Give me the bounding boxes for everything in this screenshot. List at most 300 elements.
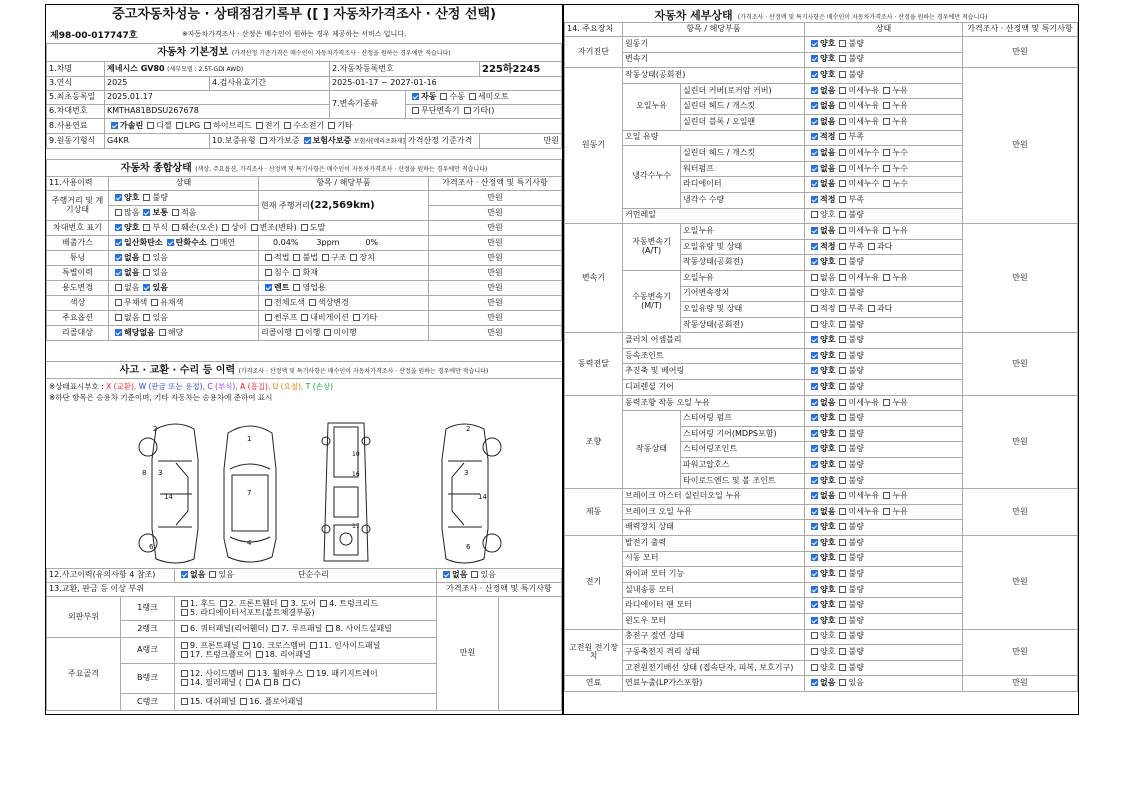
detail-state-checkbox[interactable]: [811, 648, 818, 655]
col-price: 가격조사 · 산정액 및 특기사항: [429, 177, 562, 191]
part-18-checkbox[interactable]: [256, 651, 263, 658]
part-17-checkbox[interactable]: [181, 651, 188, 658]
detail-state-label: 누유: [892, 491, 908, 501]
special-sub: 침수 화재: [259, 266, 429, 281]
detail-group-label: 전기: [565, 536, 623, 630]
mileage-normal-checkbox[interactable]: [143, 209, 150, 216]
detail-state-checkbox[interactable]: [883, 227, 890, 234]
detail-state-checkbox[interactable]: [839, 601, 846, 608]
detail-state-label: 적정: [820, 194, 836, 204]
detail-state-checkbox[interactable]: [811, 383, 818, 390]
option-label: 주요옵션: [47, 311, 109, 326]
detail-state-checkbox[interactable]: [811, 601, 818, 608]
detail-state-checkbox[interactable]: [839, 102, 846, 109]
rankA-label: A랭크: [121, 638, 175, 664]
part-3-checkbox[interactable]: [281, 600, 288, 607]
fuel-gasoline-checkbox[interactable]: [111, 122, 118, 129]
detail-state-checkbox[interactable]: [811, 55, 818, 62]
detail-state-options: [805, 52, 963, 68]
warranty-ins-checkbox[interactable]: [304, 137, 311, 144]
detail-state-checkbox[interactable]: [839, 430, 846, 437]
option-sunroof-checkbox[interactable]: [265, 314, 272, 321]
detail-state-checkbox[interactable]: [839, 539, 846, 546]
detail-state-checkbox[interactable]: [883, 149, 890, 156]
part-4-checkbox[interactable]: [320, 600, 327, 607]
detail-state-checkbox[interactable]: [883, 508, 890, 515]
detail-state-checkbox[interactable]: [839, 55, 846, 62]
main-label: 주요골격: [47, 638, 121, 711]
detail-state-label: 불량: [848, 366, 864, 376]
detail-state-options: [805, 551, 963, 567]
detail-state-checkbox[interactable]: [811, 492, 818, 499]
detail-state-label: 양호: [820, 210, 836, 220]
detail-state-checkbox[interactable]: [839, 165, 846, 172]
fuel-diesel-checkbox[interactable]: [147, 122, 154, 129]
detail-item-label: 연료누출(LP가스포함): [623, 676, 805, 692]
year-value: 2025: [105, 77, 210, 91]
detail-state-checkbox[interactable]: [811, 243, 818, 250]
color-full-paint-checkbox[interactable]: [265, 299, 272, 306]
vin-alter-checkbox[interactable]: [251, 224, 258, 231]
detail-state-label: 양호: [820, 537, 836, 547]
detail-state-options: [805, 426, 963, 442]
mileage-bad-checkbox[interactable]: [143, 194, 150, 201]
detail-state-label: 불량: [848, 210, 864, 220]
detail-state-label: 불량: [848, 335, 864, 345]
detail-state-checkbox[interactable]: [811, 399, 818, 406]
detail-state-checkbox[interactable]: [811, 539, 818, 546]
detail-item-label: 실내송풍 모터: [623, 582, 805, 598]
tuning-device-checkbox[interactable]: [350, 254, 357, 261]
detail-state-checkbox[interactable]: [839, 632, 846, 639]
parts-price-header: 가격조사 · 산정액 및 특기사항: [437, 583, 562, 597]
detail-state-checkbox[interactable]: [839, 40, 846, 47]
part-label-14r: 14: [478, 493, 487, 501]
part-label-6r: 6: [466, 543, 471, 551]
color-achro-checkbox[interactable]: [115, 299, 122, 306]
detail-state-checkbox[interactable]: [839, 258, 846, 265]
detail-state-checkbox[interactable]: [839, 289, 846, 296]
detail-state-checkbox[interactable]: [811, 165, 818, 172]
fuel-lpg-checkbox[interactable]: [176, 122, 183, 129]
detail-state-checkbox[interactable]: [839, 352, 846, 359]
warranty-self-checkbox[interactable]: [260, 137, 267, 144]
detail-state-checkbox[interactable]: [811, 632, 818, 639]
detail-state-label: 불량: [848, 475, 864, 485]
detail-state-checkbox[interactable]: [839, 523, 846, 530]
detail-state-options: [805, 83, 963, 99]
recall-sub: 리콜이행 이행 미이행: [259, 326, 429, 341]
detail-state-label: 양호: [820, 662, 836, 672]
detail-state-checkbox[interactable]: [811, 477, 818, 484]
detail-row: [565, 395, 1078, 411]
tuning-illegal-checkbox[interactable]: [293, 254, 300, 261]
part-9-checkbox[interactable]: [181, 642, 188, 649]
detail-state-checkbox[interactable]: [811, 336, 818, 343]
detail-state-label: 양호: [820, 54, 836, 64]
fuel-ev-checkbox[interactable]: [256, 122, 263, 129]
doc-title: 중고자동차성능 · 상태점검기록부 ([ ] 자동차가격조사 · 산정 선택): [112, 7, 496, 22]
detail-state-label: 양호: [820, 366, 836, 376]
detail-state-label: 미세누유: [848, 101, 880, 111]
color-chroma-checkbox[interactable]: [151, 299, 158, 306]
mileage-many-checkbox[interactable]: [115, 209, 122, 216]
detail-state-checkbox[interactable]: [811, 180, 818, 187]
detail-state-label: 불량: [848, 54, 864, 64]
detail-state-checkbox[interactable]: [811, 87, 818, 94]
detail-row: [565, 333, 1078, 349]
special-fire-checkbox[interactable]: [293, 269, 300, 276]
detail-state-checkbox[interactable]: [839, 586, 846, 593]
vin-damage-checkbox[interactable]: [172, 224, 179, 231]
car-diagram: [46, 411, 562, 567]
part-13-checkbox[interactable]: [248, 670, 255, 677]
detail-state-checkbox[interactable]: [839, 414, 846, 421]
part-12-checkbox[interactable]: [181, 670, 188, 677]
pillar-c-checkbox[interactable]: [283, 679, 290, 686]
part-5-checkbox[interactable]: [181, 609, 188, 616]
part-2-checkbox[interactable]: [220, 600, 227, 607]
detail-group-label: 조향: [565, 395, 623, 489]
detail-state-label: 양호: [820, 257, 836, 267]
doc-sub-row: [46, 25, 562, 41]
detail-state-checkbox[interactable]: [839, 477, 846, 484]
detail-state-checkbox[interactable]: [883, 102, 890, 109]
detail-state-checkbox[interactable]: [811, 617, 818, 624]
detail-state-checkbox[interactable]: [839, 399, 846, 406]
detail-state-label: 적정: [820, 303, 836, 313]
accident-header: 사고 · 교환 · 수리 등 이력 (가격조사 · 산정액 및 특기사항은 매수인이 자동차가격조사 · 산정을 원하는 경우에만 적습니다): [46, 361, 562, 379]
detail-state-checkbox[interactable]: [883, 180, 890, 187]
part-1-checkbox[interactable]: [181, 600, 188, 607]
tuning-opts: 없음 있음: [109, 251, 259, 266]
recall-done-checkbox[interactable]: [296, 329, 303, 336]
detail-state-checkbox[interactable]: [811, 211, 818, 218]
detail-state-checkbox[interactable]: [839, 71, 846, 78]
purpose-rent-checkbox[interactable]: [265, 284, 272, 291]
trans-semi-checkbox[interactable]: [469, 93, 476, 100]
detail-price-cell: 만원: [963, 489, 1078, 536]
history-label: 12.사고이력(유의사항 4 참조): [47, 569, 175, 583]
detail-state-checkbox[interactable]: [839, 305, 846, 312]
detail-group-label: 동력전달: [565, 333, 623, 395]
detail-state-checkbox[interactable]: [839, 508, 846, 515]
detail-state-options: [805, 676, 963, 692]
detail-state-checkbox[interactable]: [811, 118, 818, 125]
recall-none-checkbox[interactable]: [115, 329, 122, 336]
simple-yes-checkbox[interactable]: [471, 571, 478, 578]
detail-state-checkbox[interactable]: [839, 133, 846, 140]
detail-state-checkbox[interactable]: [839, 180, 846, 187]
fuel-h2-checkbox[interactable]: [284, 122, 291, 129]
detail-state-checkbox[interactable]: [868, 243, 875, 250]
part-label-1: 1: [247, 435, 252, 443]
detail-state-label: 누수: [892, 179, 908, 189]
tuning-legal-checkbox[interactable]: [265, 254, 272, 261]
detail-group-label: 자기진단: [565, 37, 623, 68]
fuel-hybrid-checkbox[interactable]: [204, 122, 211, 129]
detail-state-checkbox[interactable]: [811, 40, 818, 47]
option-price: 만원: [429, 311, 562, 326]
detail-item-label: 구동축전지 격리 상태: [623, 645, 805, 661]
detail-state-checkbox[interactable]: [839, 383, 846, 390]
detail-state-checkbox[interactable]: [811, 445, 818, 452]
detail-state-label: 불량: [848, 647, 864, 657]
part-7-checkbox[interactable]: [272, 625, 279, 632]
detail-item-label: 커먼레일: [623, 208, 805, 224]
detail-state-checkbox[interactable]: [811, 430, 818, 437]
purpose-sub: 렌트 영업용: [259, 281, 429, 296]
detail-state-checkbox[interactable]: [811, 133, 818, 140]
part-6-checkbox[interactable]: [181, 625, 188, 632]
trans-manual-checkbox[interactable]: [440, 93, 447, 100]
trans-cvt-checkbox[interactable]: [412, 107, 419, 114]
detail-state-checkbox[interactable]: [839, 118, 846, 125]
detail-state-checkbox[interactable]: [839, 617, 846, 624]
detail-col-item: 항목 / 해당부품: [623, 23, 805, 37]
mileage-price-2: 만원: [429, 206, 562, 221]
detail-state-checkbox[interactable]: [839, 367, 846, 374]
detail-state-checkbox[interactable]: [811, 586, 818, 593]
vin-good-checkbox[interactable]: [115, 224, 122, 231]
detail-item-label: 윈도우 모터: [623, 613, 805, 629]
detail-item-label: 오일유량 및 상태: [681, 239, 805, 255]
special-flood-checkbox[interactable]: [265, 269, 272, 276]
pillar-a-checkbox[interactable]: [246, 679, 253, 686]
mileage-r2: 많음 보통 적음: [109, 206, 259, 221]
detail-row: [565, 68, 1078, 84]
detail-item-label: 실린더 블록 / 오일팬: [681, 114, 805, 130]
detail-state-checkbox[interactable]: [839, 664, 846, 671]
detail-state-checkbox[interactable]: [839, 227, 846, 234]
detail-col-state: 상태: [805, 23, 963, 37]
option-navi-checkbox[interactable]: [301, 314, 308, 321]
warranty-cell: 10.보증유형 자가보증 보험사보증 보험사[메리츠화재]: [210, 134, 406, 149]
detail-state-checkbox[interactable]: [811, 289, 818, 296]
detail-state-checkbox[interactable]: [839, 445, 846, 452]
detail-state-label: 없음: [820, 163, 836, 173]
option-yes-checkbox[interactable]: [143, 314, 150, 321]
detail-state-label: 불량: [848, 288, 864, 298]
detail-state-checkbox[interactable]: [811, 149, 818, 156]
detail-state-options: [805, 270, 963, 286]
detail-state-label: 양호: [820, 428, 836, 438]
detail-item-label: 타이로드엔드 및 볼 조인트: [681, 473, 805, 489]
detail-state-checkbox[interactable]: [839, 321, 846, 328]
purpose-none-checkbox[interactable]: [115, 284, 122, 291]
detail-state-label: 불량: [848, 459, 864, 469]
part-14-checkbox[interactable]: [181, 679, 188, 686]
option-none-checkbox[interactable]: [115, 314, 122, 321]
rank1-items: 1. 후드 2. 프론트휀더 3. 도어 4. 트렁크리드 5. 라디에이터서포트(볼트체결부품): [175, 597, 437, 621]
detail-state-options: [805, 208, 963, 224]
detail-item-label: 배력장치 상태: [623, 520, 805, 536]
purpose-yes-checkbox[interactable]: [143, 284, 150, 291]
summary-header: 자동차 종합상태 (색상, 주요옵션, 가격조사 · 산정액 및 특기사항은 매수인이 자동차가격조사 · 산정을 원하는 경우에만 적습니다): [47, 160, 562, 177]
detail-state-checkbox[interactable]: [883, 274, 890, 281]
detail-state-label: 누수: [892, 148, 908, 158]
detail-state-checkbox[interactable]: [883, 492, 890, 499]
detail-state-checkbox[interactable]: [811, 102, 818, 109]
history-none-checkbox[interactable]: [181, 571, 188, 578]
detail-state-options: [805, 348, 963, 364]
purpose-biz-checkbox[interactable]: [293, 284, 300, 291]
name-value: 제네시스 GV80 (세부모델 : 2.5T-GDI AWD): [105, 62, 330, 77]
detail-state-label: 없음: [820, 226, 836, 236]
detail-item-label: 냉각수 수량: [681, 192, 805, 208]
detail-item-label: 오일누유: [681, 270, 805, 286]
fuel-label: 8.사용연료: [47, 119, 105, 134]
detail-state-checkbox[interactable]: [811, 664, 818, 671]
first-reg-value: 2025.01.17: [105, 91, 330, 105]
vin-paint-checkbox[interactable]: [301, 224, 308, 231]
detail-state-label: 부족: [848, 241, 864, 251]
emission-hc-checkbox[interactable]: [167, 239, 174, 246]
detail-state-checkbox[interactable]: [839, 554, 846, 561]
detail-state-options: [805, 504, 963, 520]
detail-state-checkbox[interactable]: [839, 492, 846, 499]
detail-state-label: 불량: [848, 38, 864, 48]
detail-state-label: 미세누수: [848, 163, 880, 173]
part-8-checkbox[interactable]: [326, 625, 333, 632]
detail-state-label: 미세누수: [848, 148, 880, 158]
detail-state-label: 양호: [820, 350, 836, 360]
detail-item-label: 충전구 절연 상태: [623, 629, 805, 645]
detail-state-label: 없음: [820, 179, 836, 189]
detail-state-checkbox[interactable]: [868, 305, 875, 312]
left-page: [45, 4, 563, 715]
option-etc-checkbox[interactable]: [353, 314, 360, 321]
detail-state-checkbox[interactable]: [811, 461, 818, 468]
detail-state-checkbox[interactable]: [839, 461, 846, 468]
vin-value: KMTHA81BDSU267678: [105, 105, 330, 119]
accident-table-section: [46, 568, 562, 715]
detail-state-checkbox[interactable]: [811, 321, 818, 328]
detail-state-checkbox[interactable]: [811, 274, 818, 281]
detail-state-checkbox[interactable]: [883, 87, 890, 94]
detail-state-options: [805, 114, 963, 130]
detail-state-checkbox[interactable]: [883, 399, 890, 406]
rankA-items: 9. 프론트패널 10. 크로스멤버 11. 인사이드패널 17. 트렁크플로어 18. 리어패널: [175, 638, 437, 664]
detail-state-options: [805, 458, 963, 474]
detail-state-checkbox[interactable]: [811, 570, 818, 577]
simple-none-checkbox[interactable]: [443, 571, 450, 578]
emission-co-checkbox[interactable]: [115, 239, 122, 246]
mileage-value-cell: 현재 주행거리(22,569km): [259, 191, 429, 221]
detail-state-checkbox[interactable]: [811, 227, 818, 234]
detail-state-checkbox[interactable]: [811, 508, 818, 515]
detail-item-label: 기어변속장치: [681, 286, 805, 302]
rank2-label: 2랭크: [121, 621, 175, 638]
mileage-good-checkbox[interactable]: [115, 194, 122, 201]
detail-state-checkbox[interactable]: [811, 258, 818, 265]
detail-state-options: [805, 395, 963, 411]
emission-vals: 0.04% 3ppm 0%: [259, 236, 429, 251]
detail-state-label: 미세누유: [848, 226, 880, 236]
history-yes-checkbox[interactable]: [209, 571, 216, 578]
pillar-b-checkbox[interactable]: [264, 679, 271, 686]
doc-number: 제98-00-017747호: [50, 31, 138, 41]
detail-state-label: 불량: [848, 350, 864, 360]
detail-state-checkbox[interactable]: [839, 648, 846, 655]
detail-state-checkbox[interactable]: [839, 336, 846, 343]
right-page: [563, 4, 1079, 715]
detail-state-label: 불량: [848, 444, 864, 454]
part-16-checkbox[interactable]: [240, 698, 247, 705]
vin-rust-checkbox[interactable]: [143, 224, 150, 231]
detail-state-label: 없음: [820, 397, 836, 407]
detail-subgroup-label: 오일누유: [623, 83, 681, 130]
detail-state-checkbox[interactable]: [839, 274, 846, 281]
detail-state-checkbox[interactable]: [811, 554, 818, 561]
detail-state-checkbox[interactable]: [811, 367, 818, 374]
detail-item-label: 발전기 출력: [623, 536, 805, 552]
detail-state-checkbox[interactable]: [839, 87, 846, 94]
detail-state-checkbox[interactable]: [839, 243, 846, 250]
mileage-few-checkbox[interactable]: [172, 209, 179, 216]
part-10-checkbox[interactable]: [243, 642, 250, 649]
part-15-checkbox[interactable]: [181, 698, 188, 705]
detail-price-cell: 만원: [963, 629, 1078, 676]
detail-state-checkbox[interactable]: [811, 414, 818, 421]
detail-group-label: 원동기: [565, 68, 623, 224]
detail-state-label: 양호: [820, 38, 836, 48]
detail-state-checkbox[interactable]: [811, 352, 818, 359]
detail-state-label: 양호: [820, 335, 836, 345]
detail-state-label: 없음: [820, 148, 836, 158]
detail-state-checkbox[interactable]: [811, 71, 818, 78]
detail-item-label: 오일 유량: [623, 130, 805, 146]
tuning-yes-checkbox[interactable]: [143, 254, 150, 261]
recall-notdone-checkbox[interactable]: [324, 329, 331, 336]
part-19-checkbox[interactable]: [307, 670, 314, 677]
name-label: 1.차명: [47, 62, 105, 77]
detail-state-checkbox[interactable]: [811, 679, 818, 686]
tuning-none-checkbox[interactable]: [115, 254, 122, 261]
detail-state-options: [805, 333, 963, 349]
trans-auto-checkbox[interactable]: [412, 93, 419, 100]
detail-state-label: 부족: [848, 303, 864, 313]
detail-state-checkbox[interactable]: [811, 305, 818, 312]
detail-state-label: 양호: [820, 319, 836, 329]
part-label-7: 7: [247, 489, 252, 497]
special-yes-checkbox[interactable]: [143, 269, 150, 276]
special-none-checkbox[interactable]: [115, 269, 122, 276]
trans-etc-checkbox[interactable]: [464, 107, 471, 114]
detail-state-checkbox[interactable]: [839, 149, 846, 156]
detail-state-checkbox[interactable]: [839, 570, 846, 577]
detail-state-checkbox[interactable]: [883, 165, 890, 172]
detail-state-checkbox[interactable]: [883, 118, 890, 125]
emission-smoke-checkbox[interactable]: [211, 239, 218, 246]
color-sub: 전체도색 색상변경: [259, 296, 429, 311]
detail-state-checkbox[interactable]: [839, 679, 846, 686]
part-label-3r: 3: [464, 469, 469, 477]
tuning-struct-checkbox[interactable]: [322, 254, 329, 261]
detail-state-checkbox[interactable]: [811, 196, 818, 203]
detail-state-checkbox[interactable]: [811, 523, 818, 530]
detail-state-label: 불량: [848, 584, 864, 594]
color-change-checkbox[interactable]: [309, 299, 316, 306]
part-11-checkbox[interactable]: [310, 642, 317, 649]
recall-yes-checkbox[interactable]: [159, 329, 166, 336]
fuel-etc-checkbox[interactable]: [328, 122, 335, 129]
detail-state-checkbox[interactable]: [839, 211, 846, 218]
special-price: 만원: [429, 266, 562, 281]
detail-state-checkbox[interactable]: [839, 196, 846, 203]
part-label-2: 2: [153, 425, 158, 433]
vin-diff-checkbox[interactable]: [222, 224, 229, 231]
